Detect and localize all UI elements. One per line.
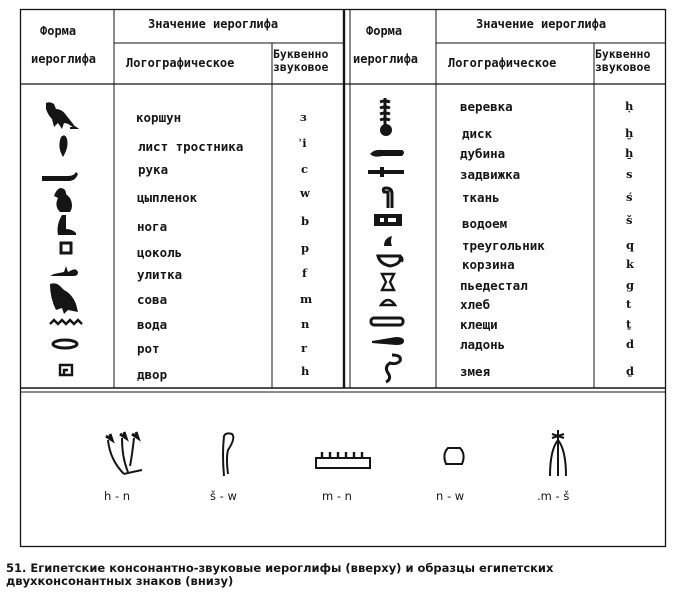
table-row-sound: ḫ [625, 126, 634, 140]
jar-stand-icon [378, 272, 398, 292]
gaming-board-icon [312, 448, 374, 472]
horned-viper-icon [48, 264, 82, 280]
hill-slope-icon [381, 234, 395, 248]
example-label: m - n [322, 489, 352, 503]
table-row-sound: m [300, 292, 313, 306]
table-row-sound: b [301, 214, 310, 228]
owl-icon [44, 282, 80, 314]
table-row-word: корзина [462, 257, 515, 272]
courtyard-icon [57, 362, 75, 378]
table-row-sound: q [626, 238, 635, 252]
caption-line: двухконсонантных знаков (внизу) [6, 574, 234, 588]
table-row-sound: š [626, 213, 633, 227]
table-row-word: дубина [460, 146, 506, 161]
table-row-sound: ṯ [626, 317, 632, 331]
example-label: n - w [436, 489, 465, 503]
table-row-sound: t [626, 297, 632, 311]
phonetic-header-line2: звуковое [273, 60, 329, 74]
table-row-sound: w [300, 186, 310, 200]
feather-icon [214, 430, 240, 478]
form-header: Форма [366, 24, 403, 38]
cobra-icon [376, 352, 408, 384]
table-row-word: треугольник [462, 238, 545, 253]
table-row-word: цоколь [137, 245, 183, 260]
lily-plant-icon [540, 428, 576, 482]
logographic-header: Логографическое [126, 56, 235, 70]
table-row-sound: g [626, 278, 635, 292]
table-row-word: вода [137, 317, 168, 332]
table-row-sound: h [301, 364, 310, 378]
table-row-sound: ẖ [625, 146, 634, 160]
table-row-word: рот [137, 341, 160, 356]
table-row-word: сова [137, 292, 168, 307]
pool-icon [372, 212, 404, 228]
vulture-icon [42, 100, 82, 132]
example-label: š - w [210, 489, 237, 503]
tether-icon [368, 316, 408, 328]
form-header: Форма [40, 24, 77, 38]
quail-chick-icon [50, 186, 78, 216]
table-row-sound: f [302, 266, 307, 280]
foot-icon [50, 213, 80, 237]
disk-icon [378, 122, 394, 138]
table-row-sound: ḥ [625, 99, 634, 113]
table-row-sound: ś [626, 190, 633, 204]
table-row-word: улитка [137, 267, 183, 282]
table-row-word: клещи [460, 317, 498, 332]
table-row-word: водоем [462, 216, 508, 231]
bread-icon [378, 296, 398, 308]
hand-icon [370, 333, 406, 349]
water-icon [48, 318, 84, 328]
lotus-plants-icon [98, 430, 154, 480]
mouth-icon [50, 337, 80, 351]
example-label: .m - š [537, 489, 570, 503]
table-row-word: диск [462, 126, 493, 141]
belly-icon [368, 148, 408, 160]
arm-icon [40, 170, 80, 184]
meaning-header: Значение иероглифа [148, 17, 279, 31]
table-row-word: двор [137, 367, 168, 382]
table-row-word: ткань [462, 190, 500, 205]
table-row-word: пьедестал [460, 278, 528, 293]
table-row-word: ладонь [460, 337, 506, 352]
pot-icon [442, 444, 466, 470]
reed-leaf-icon [54, 133, 72, 159]
table-row-word: задвижка [460, 167, 521, 182]
example-label: h - n [104, 489, 131, 503]
phonetic-header: Буквенно [273, 47, 329, 61]
table-row-sound: k [626, 257, 634, 271]
table-row-sound: n [301, 317, 310, 331]
form-header-line2: иероглифа [353, 52, 419, 66]
table-row-sound: c [301, 162, 309, 176]
table-row-sound: s [626, 167, 633, 181]
caption-line: 51. Египетские консонантно-звуковые иероглифы (вверху) и образцы египетских [6, 561, 554, 575]
phonetic-header-line2: звуковое [595, 60, 651, 74]
stool-icon [59, 241, 73, 255]
table-row-sound: d [626, 337, 635, 351]
table-row-word: цыпленок [137, 190, 198, 205]
phonetic-header: Буквенно [595, 47, 651, 61]
table-row-sound: ʾi [298, 136, 307, 150]
table-row-word: коршун [136, 110, 182, 125]
table-row-word: рука [138, 162, 169, 177]
table-row-sound: r [301, 341, 308, 355]
table-row-word: хлеб [460, 297, 491, 312]
logographic-header: Логографическое [448, 56, 557, 70]
table-row-word: веревка [460, 99, 513, 114]
meaning-header: Значение иероглифа [476, 17, 607, 31]
table-row-word: змея [460, 364, 491, 379]
basket-icon [374, 252, 406, 272]
form-header-line2: иероглифа [31, 52, 97, 66]
folded-cloth-icon [380, 186, 396, 210]
figure-caption [6, 562, 666, 588]
table-row-sound: p [301, 241, 310, 255]
table-row-sound: ḏ [626, 364, 635, 378]
table-row-word: нога [137, 219, 168, 234]
table-row-word: лист тростника [138, 139, 244, 154]
table-row-sound: ɜ [300, 110, 307, 124]
bolt-icon [366, 166, 406, 178]
